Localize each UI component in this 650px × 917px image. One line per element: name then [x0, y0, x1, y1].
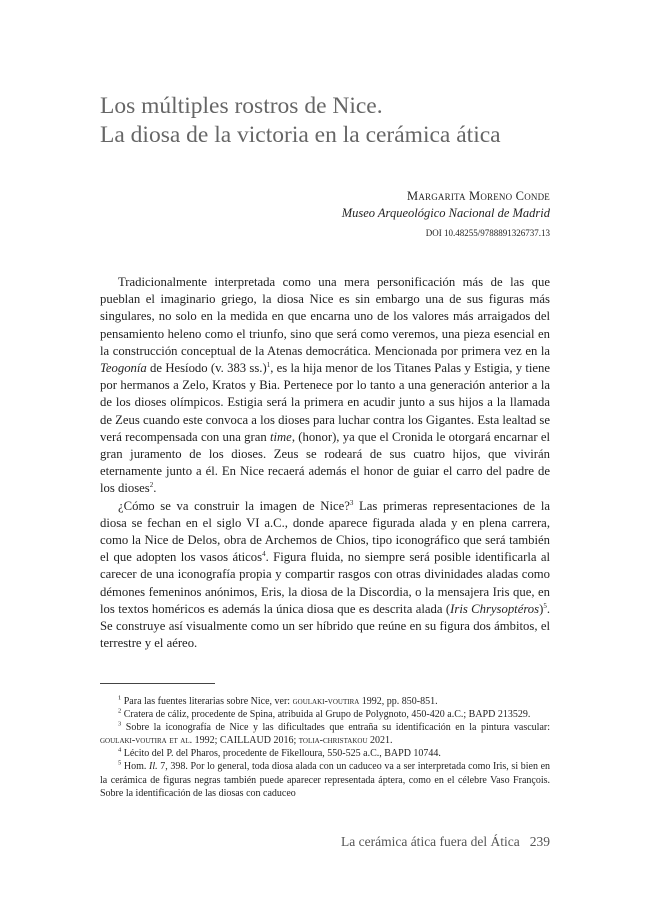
footnote-2: [100, 708, 550, 721]
author-affiliation: Museo Arqueológico Nacional de Madrid: [341, 206, 550, 220]
paragraph-1: [100, 274, 550, 498]
text-run: Tradicionalmente interpretada como una mera personificación más de las que pueblan el imaginario griego, la diosa Nice es sin embargo una de sus figuras más singulares, no solo en la medida en que encarna uno de los valores más arraigados del pensamiento heleno como el triunfo, sino que será como veremos, una pieza esencial en la construcción conceptual de la Atenas democrática. Mencionada por primera vez en la: [100, 275, 550, 358]
text-run: . Se construye así visualmente como un ser híbrido que reúne en su figura dos ámbitos, el terrestre y el aéreo.: [100, 601, 550, 651]
footnote-5: [100, 760, 550, 799]
italic-term: Iris Chrysoptéros: [450, 601, 540, 616]
text-run: ): [539, 601, 544, 616]
text-run: Cratera de cáliz, procedente de Spina, atribuida al Grupo de Polygnoto, 450-420 a.C.; BAPD 213529.: [121, 709, 531, 721]
citation-author: goulaki-voutira et al.: [100, 735, 193, 747]
footnote-number: 3: [118, 720, 122, 728]
body-text: [100, 274, 550, 652]
title-line-1: Los múltiples rostros de Nice.: [100, 93, 383, 119]
text-run: ¿Cómo se va construir la imagen de Nice?: [118, 498, 350, 513]
title-line-2: La diosa de la victoria en la cerámica ática: [100, 122, 501, 148]
italic-term: Teogonía: [100, 361, 147, 376]
footnote-4: [100, 747, 550, 760]
text-run: 1992, pp. 850-851.: [359, 696, 438, 707]
footnote-ref[interactable]: 1: [266, 360, 271, 369]
footnote-separator: [100, 683, 215, 684]
text-run: , es la hija menor de los Titanes Palas y Estigia, y tiene por hermanos a Zelo, Kratos y Bia. Pertenece por lo tanto a una generación anterior a la de los dioses olímpicos. Estigia será la primera en acudir junto a sus hijos a la llamada de Zeus cuando este convoca a los dioses para luchar contra los Gigantes. Esta lealtad se verá recompensada con una gran: [100, 361, 550, 444]
footnote-number: 2: [118, 707, 122, 715]
article-title: [100, 92, 570, 150]
text-run: , (honor), ya que el Cronida le otorgará encarnar el gran juramento de los dioses. Zeus se rodeará de sus cuatro hijos, que vivirán eternamente junto a él. En Nice recaerá además el honor de guiar el carro del padre de los dioses: [100, 429, 551, 496]
footnote-ref[interactable]: 5: [543, 601, 547, 610]
text-run: . Figura fluida, no siempre será posible identificarla al carecer de una iconografía propia y compartir rasgos con otras divinidades aladas como démones femeninos anónimos, Eris, la diosa de la Discordia, o la mensajera Iris que, en los textos homéricos es además la única diosa que es descrita alada (: [100, 550, 550, 616]
text-run: Las primeras representaciones de la diosa se fechan en el siglo VI a.C., donde aparece figurada alada y en plena carrera, como la Nice de Delos, obra de Archemos de Chios, tipo iconográfico que será también el que adopten los vasos áticos: [100, 498, 550, 565]
footnote-ref[interactable]: 3: [349, 498, 354, 507]
footnote-ref[interactable]: 4: [262, 550, 266, 559]
text-run: 2021.: [367, 735, 393, 747]
footnote-number: 4: [118, 747, 122, 755]
text-run: de Hesíodo (v. 383 ss.): [146, 361, 267, 376]
running-title: La cerámica ática fuera del Ática: [341, 834, 520, 849]
paragraph-2: [100, 498, 550, 653]
footnote-number: 5: [118, 760, 122, 768]
italic-term: Il.: [149, 761, 158, 773]
author-name: Margarita Moreno Conde: [407, 189, 550, 203]
citation-author: tolia-christakou: [298, 735, 368, 747]
text-run: .: [153, 481, 157, 496]
footnote-ref[interactable]: 2: [149, 481, 154, 490]
text-run: Lécito del P. del Pharos, procedente de Fikelloura, 550-525 a.C., BAPD 10744.: [121, 748, 441, 760]
italic-term: time: [269, 429, 292, 444]
author-block: [342, 188, 550, 239]
footnote-1: [100, 695, 550, 708]
text-run: Sobre la iconografía de Nice y las dificultades que entraña su identificación en la pintura vascular:: [121, 722, 550, 734]
footnote-number: 1: [118, 694, 122, 702]
text-run: Para las fuentes literarias sobre Nice, ver:: [121, 696, 293, 707]
page-number: 239: [529, 834, 550, 849]
text-run: Hom.: [121, 761, 150, 773]
text-run: 7, 398. Por lo general, toda diosa alada con un caduceo va a ser interpretada como Iris, si bien en la cerámica de figuras negras también puede aparecer representada áptera, como en el célebre Vaso François. Sobre la identificación de las diosas con caduceo: [100, 761, 551, 799]
doi: DOI 10.48255/9788891326737.13: [425, 228, 550, 238]
running-footer: [341, 834, 550, 850]
footnotes: [100, 695, 550, 800]
citation-author: goulaki-voutira: [292, 696, 360, 707]
footnote-3: [100, 721, 550, 747]
text-run: 1992; CAILLAUD 2016;: [192, 735, 299, 747]
